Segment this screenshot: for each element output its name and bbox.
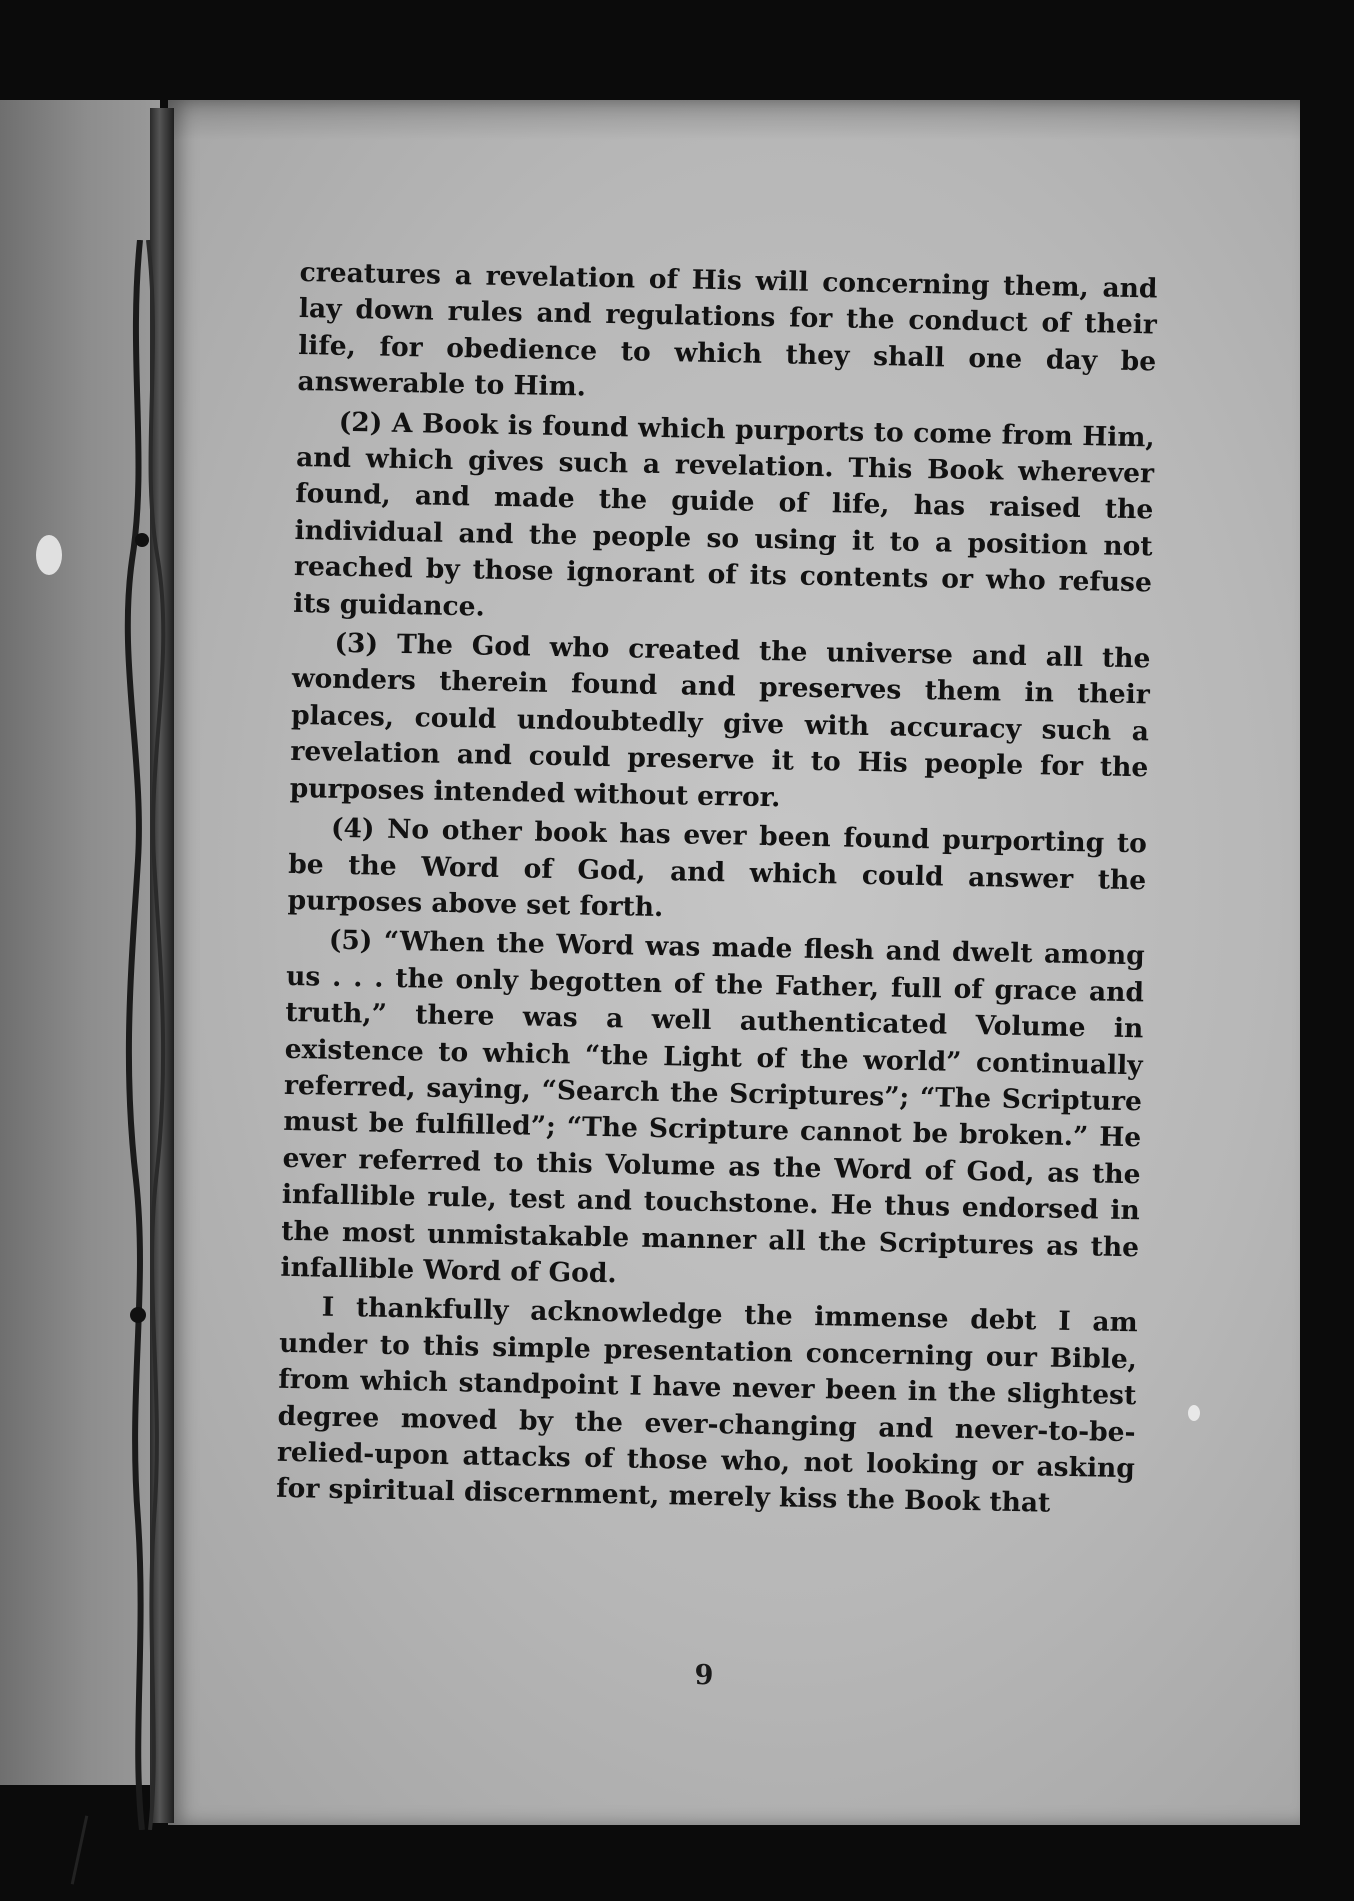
paragraph: creatures a revelation of His will concerning them, and lay down rules and regulations for the conduct of their life, for obedience to which they shall one day be answerable to Him.: [297, 256, 1158, 403]
paper-spot: [36, 535, 62, 575]
paragraph: (5) “When the Word was made flesh and dwelt among us . . . the only begotten of the Father, full of grace and truth,” there was a well authenticated Volume in existence to which “the Light of the world” continually referred, saying, “Search the Scriptures”; “The Scripture must be fulfilled”; “The Scripture cannot be broken.” He ever referred to this Volume as the Word of God, as the infallible rule, test and touchstone. He thus endorsed in the most unmistakable manner all the Scriptures as the infallible Word of God.: [280, 924, 1145, 1290]
paragraph: (3) The God who created the universe and all the wonders therein found and preserves them in their places, could undoubtedly give with accuracy such a revelation and could preserve it to His people for the purposes intended without error.: [289, 627, 1151, 814]
binding-thread: [118, 240, 180, 1830]
paragraph: (4) No other book has ever been found purporting to be the Word of God, and which could answer the purposes above set forth.: [287, 812, 1148, 923]
paragraph: (2) A Book is found which purports to come from Him, and which gives such a revelation. This Book wherever found, and made the guide of life, has raised the individual and the people so using it to a position not reached by those ignorant of its contents or who refuse its guidance.: [293, 406, 1155, 623]
paper-spot: [1188, 1405, 1200, 1421]
page-top-shadow: [168, 100, 1300, 140]
paper-scratch: [71, 1815, 88, 1884]
paragraph: I thankfully acknowledge the immense debt I am under to this simple presentation concerning our Bible, from which standpoint I have never been in the slightest degree moved by the ever-changing and never-to-be-relied-upon attacks of those who, not looking or asking for spiritual discernment, merely kiss the Book that: [276, 1291, 1138, 1520]
body-text: [276, 255, 1158, 1527]
page-number: 9: [694, 1660, 714, 1691]
